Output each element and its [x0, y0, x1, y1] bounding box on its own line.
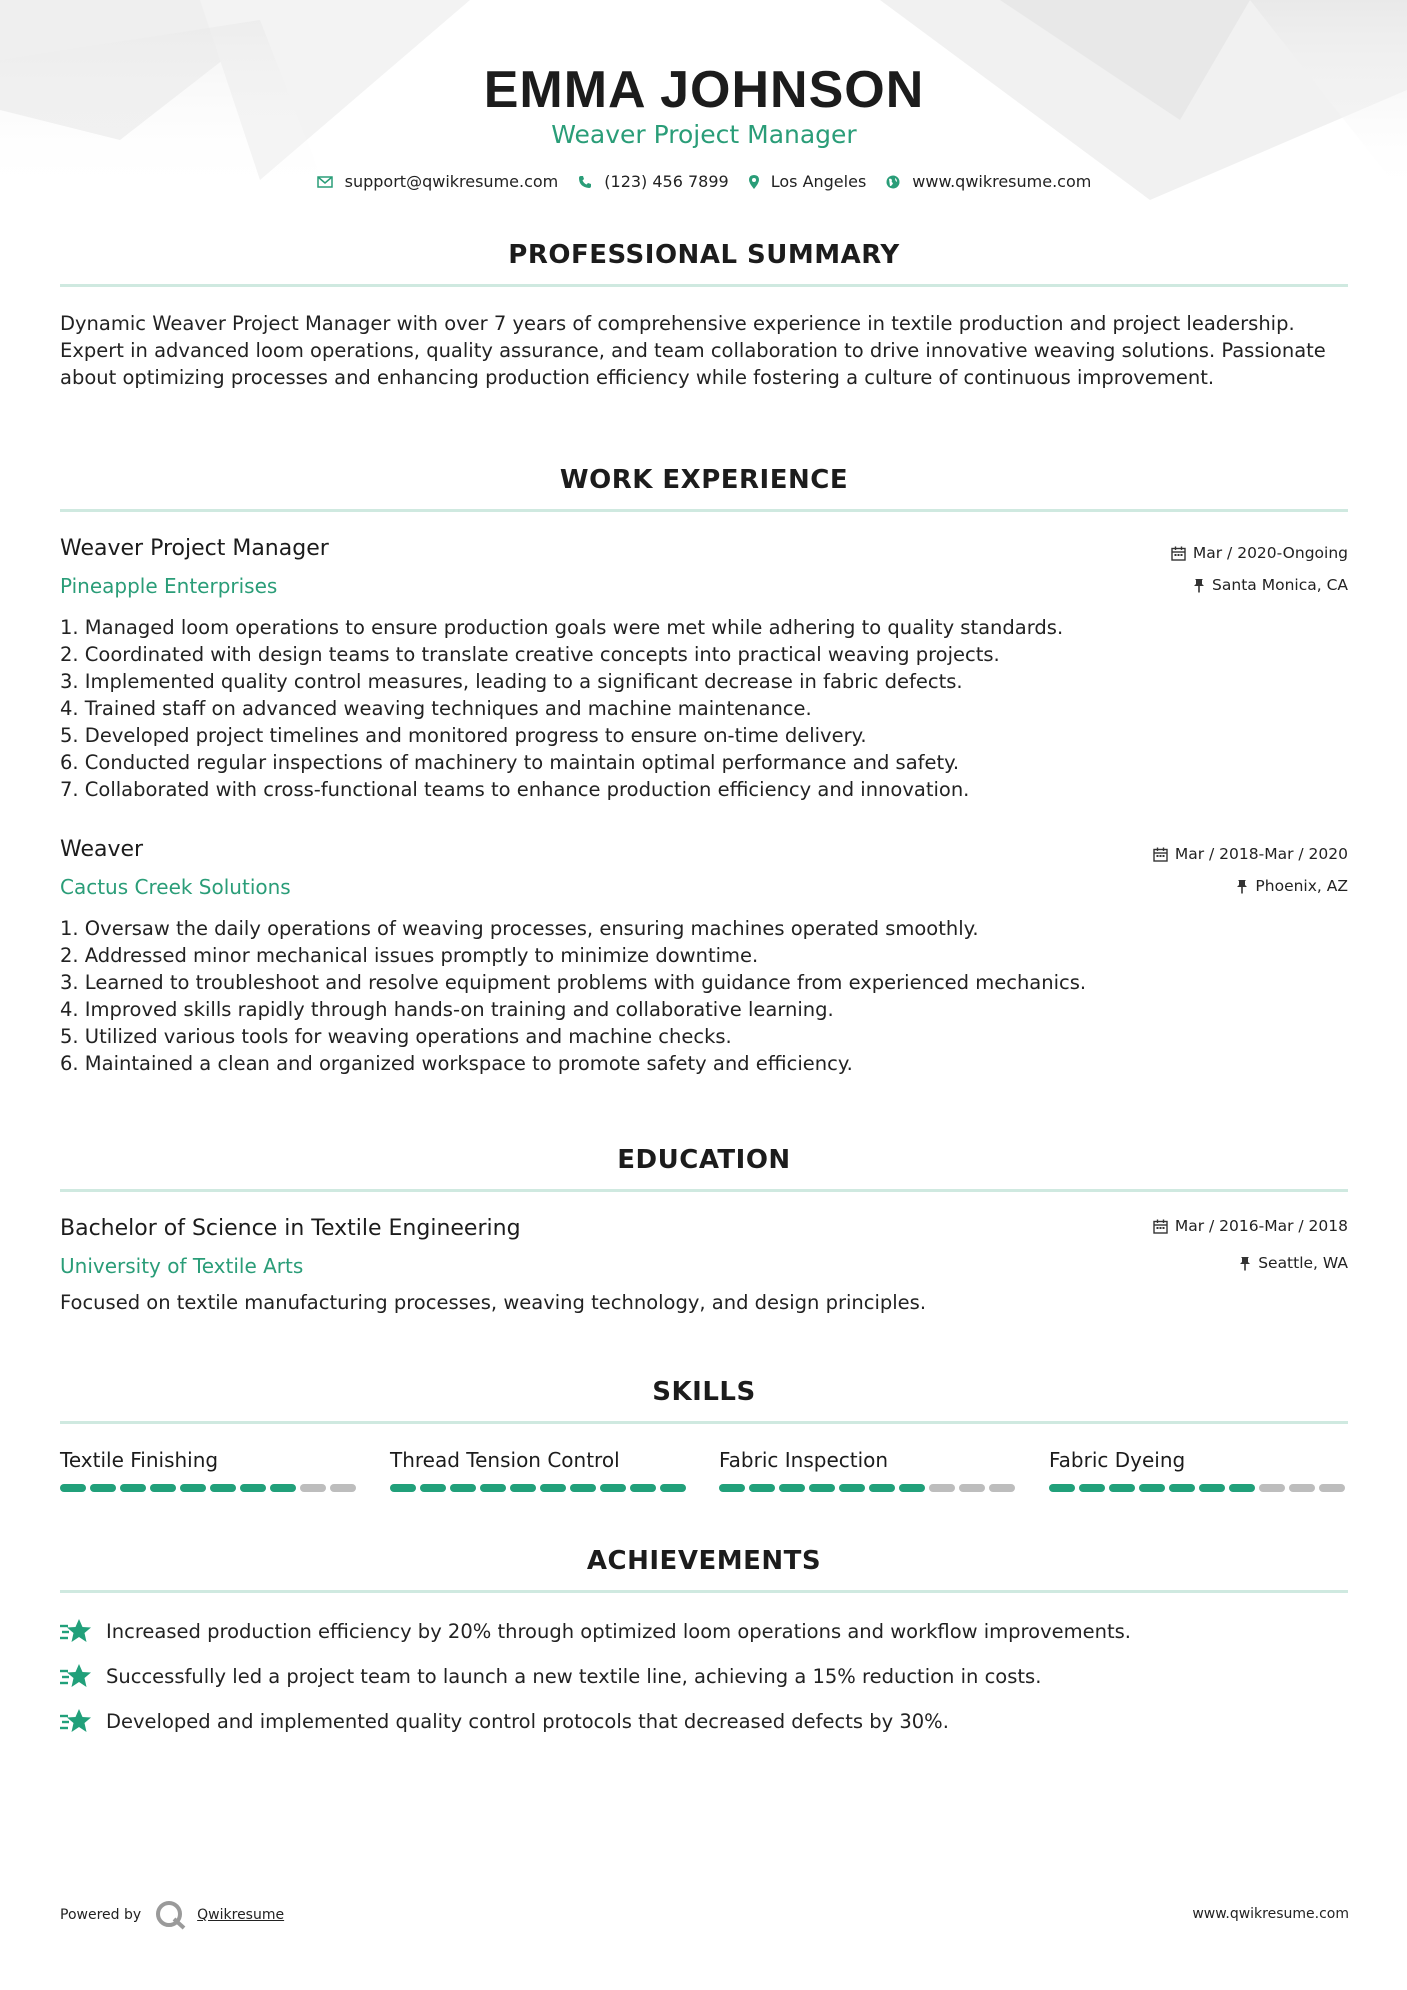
skills-heading: SKILLS	[652, 1377, 756, 1407]
skill-dot-filled	[869, 1484, 895, 1492]
job-location	[1236, 877, 1348, 895]
education-description: Focused on textile manufacturing processes, weaving technology, and design principles.	[60, 1291, 927, 1314]
achievements-divider	[60, 1590, 1348, 1593]
job-responsibilities	[60, 614, 1063, 803]
achievement-text: Developed and implemented quality control protocols that decreased defects by 30%.	[106, 1709, 949, 1733]
company-name: Cactus Creek Solutions	[60, 875, 291, 899]
skill-dot-filled	[390, 1484, 416, 1492]
candidate-title: Weaver Project Manager	[551, 120, 857, 149]
job-date	[1171, 544, 1348, 562]
skill-dot-filled	[240, 1484, 266, 1492]
footer-website[interactable]: www.qwikresume.com	[1192, 1906, 1349, 1922]
job-date-text: Mar / 2018-Mar / 2020	[1174, 845, 1348, 863]
degree-title: Bachelor of Science in Textile Engineering	[60, 1216, 521, 1241]
education-location-text: Seattle, WA	[1258, 1254, 1348, 1272]
calendar-icon	[1153, 1219, 1168, 1234]
achievement-item	[60, 1663, 1041, 1689]
globe-icon	[886, 175, 900, 189]
skill-dot-empty	[959, 1484, 985, 1492]
job-location-text: Phoenix, AZ	[1255, 877, 1348, 895]
skill-dot-filled	[719, 1484, 745, 1492]
summary-text: Dynamic Weaver Project Manager with over 7 years of comprehensive experience in textile production and project leadership. Expert in advanced loom operations, quality assurance, and team collaboration to drive innovative weaving solutions. Passionate about optimizing processes and enhancing production efficiency while fostering a culture of continuous improvement.	[60, 312, 1326, 389]
phone-text: (123) 456 7899	[604, 172, 729, 191]
skill-dot-filled	[60, 1484, 86, 1492]
job-date-text: Mar / 2020-Ongoing	[1192, 544, 1348, 562]
skill-dot-filled	[90, 1484, 116, 1492]
location-text: Los Angeles	[770, 172, 867, 191]
contact-bar	[60, 172, 1348, 191]
list-item: 5. Utilized various tools for weaving operations and machine checks.	[60, 1025, 732, 1048]
skill-dot-filled	[1169, 1484, 1195, 1492]
list-item: 7. Collaborated with cross-functional teams to enhance production efficiency and innovation.	[60, 778, 970, 801]
skill-dot-filled	[839, 1484, 865, 1492]
list-item: 3. Implemented quality control measures, leading to a significant decrease in fabric defects.	[60, 670, 963, 693]
shooting-star-icon	[60, 1663, 92, 1689]
pushpin-icon	[1193, 578, 1205, 593]
shooting-star-icon	[60, 1618, 92, 1644]
list-item: 6. Maintained a clean and organized workspace to promote safety and efficiency.	[60, 1052, 853, 1075]
education-divider	[60, 1189, 1348, 1192]
skill-dot-filled	[1079, 1484, 1105, 1492]
contact-email[interactable]	[317, 172, 559, 191]
education-date-text: Mar / 2016-Mar / 2018	[1174, 1217, 1348, 1235]
job-date	[1153, 845, 1348, 863]
achievement-item	[60, 1618, 1131, 1644]
achievement-text: Successfully led a project team to launch a new textile line, achieving a 15% reduction in costs.	[106, 1664, 1042, 1688]
pushpin-icon	[1239, 1256, 1251, 1271]
education-date	[1153, 1217, 1348, 1235]
skill-dot-empty	[989, 1484, 1015, 1492]
list-item: 5. Developed project timelines and monitored progress to ensure on-time delivery.	[60, 724, 867, 747]
contact-phone[interactable]	[578, 172, 728, 191]
website-text: www.qwikresume.com	[912, 172, 1092, 191]
skill-dot-filled	[779, 1484, 805, 1492]
skill-dot-filled	[1109, 1484, 1135, 1492]
qwikresume-logo-icon	[155, 1900, 187, 1930]
list-item: 3. Learned to troubleshoot and resolve equipment problems with guidance from experienced mechanics.	[60, 971, 1087, 994]
shooting-star-icon	[60, 1708, 92, 1734]
skill-dot-filled	[600, 1484, 626, 1492]
skill-rating	[390, 1484, 690, 1492]
skill-dot-filled	[1139, 1484, 1165, 1492]
list-item: 1. Managed loom operations to ensure production goals were met while adhering to quality standards.	[60, 616, 1064, 639]
skill-dot-filled	[510, 1484, 536, 1492]
contact-website[interactable]	[886, 172, 1091, 191]
education-location	[1239, 1254, 1348, 1272]
calendar-icon	[1153, 847, 1168, 862]
summary-divider	[60, 284, 1348, 287]
calendar-icon	[1171, 546, 1186, 561]
skill-rating	[1049, 1484, 1349, 1492]
skill-dot-filled	[150, 1484, 176, 1492]
skill-dot-filled	[180, 1484, 206, 1492]
envelope-icon	[317, 176, 333, 188]
education-heading: EDUCATION	[617, 1145, 791, 1175]
skill-dot-filled	[120, 1484, 146, 1492]
candidate-name: EMMA JOHNSON	[483, 61, 925, 119]
achievement-item	[60, 1708, 949, 1734]
skill-dot-filled	[749, 1484, 775, 1492]
skill-dot-filled	[1229, 1484, 1255, 1492]
skill-dot-filled	[420, 1484, 446, 1492]
job-location-text: Santa Monica, CA	[1212, 576, 1348, 594]
school-name: University of Textile Arts	[60, 1254, 304, 1278]
job-title: Weaver	[60, 837, 144, 862]
job-title: Weaver Project Manager	[60, 536, 329, 561]
skill-dot-filled	[540, 1484, 566, 1492]
list-item: 2. Addressed minor mechanical issues promptly to minimize downtime.	[60, 944, 759, 967]
phone-icon	[578, 175, 592, 189]
skill-name: Textile Finishing	[60, 1448, 219, 1472]
skill-dot-filled	[270, 1484, 296, 1492]
skill-item	[719, 1448, 1019, 1492]
job-responsibilities	[60, 915, 1086, 1077]
list-item: 4. Improved skills rapidly through hands-on training and collaborative learning.	[60, 998, 834, 1021]
skill-dot-empty	[1289, 1484, 1315, 1492]
list-item: 4. Trained staff on advanced weaving techniques and machine maintenance.	[60, 697, 812, 720]
list-item: 1. Oversaw the daily operations of weaving processes, ensuring machines operated smoothly.	[60, 917, 979, 940]
skill-name: Fabric Inspection	[719, 1448, 889, 1472]
skill-dot-filled	[210, 1484, 236, 1492]
skill-name: Thread Tension Control	[390, 1448, 620, 1472]
experience-divider	[60, 509, 1348, 512]
skill-dot-empty	[929, 1484, 955, 1492]
skill-dot-filled	[450, 1484, 476, 1492]
footer-powered-by	[60, 1900, 284, 1930]
email-text: support@qwikresume.com	[344, 172, 559, 191]
skill-rating	[60, 1484, 360, 1492]
skill-dot-filled	[1049, 1484, 1075, 1492]
skill-dot-empty	[1319, 1484, 1345, 1492]
skill-name: Fabric Dyeing	[1049, 1448, 1186, 1472]
skill-dot-filled	[630, 1484, 656, 1492]
skill-dot-filled	[480, 1484, 506, 1492]
map-pin-icon	[749, 175, 759, 189]
skills-divider	[60, 1421, 1348, 1424]
pushpin-icon	[1236, 879, 1248, 894]
job-location	[1193, 576, 1348, 594]
company-name: Pineapple Enterprises	[60, 574, 278, 598]
list-item: 6. Conducted regular inspections of machinery to maintain optimal performance and safety.	[60, 751, 960, 774]
summary-heading: PROFESSIONAL SUMMARY	[508, 240, 900, 270]
qwikresume-link[interactable]: Qwikresume	[197, 1907, 285, 1923]
skill-dot-empty	[300, 1484, 326, 1492]
skill-item	[390, 1448, 690, 1492]
skill-dot-empty	[330, 1484, 356, 1492]
skill-item	[1049, 1448, 1349, 1492]
skill-dot-empty	[1259, 1484, 1285, 1492]
experience-heading: WORK EXPERIENCE	[559, 465, 849, 495]
list-item: 2. Coordinated with design teams to translate creative concepts into practical weaving projects.	[60, 643, 1000, 666]
achievements-heading: ACHIEVEMENTS	[586, 1546, 822, 1576]
achievement-text: Increased production efficiency by 20% through optimized loom operations and workflow improvements.	[106, 1619, 1131, 1643]
skill-item	[60, 1448, 360, 1492]
contact-location	[749, 172, 867, 191]
skill-dot-filled	[660, 1484, 686, 1492]
skill-dot-filled	[809, 1484, 835, 1492]
skill-dot-filled	[899, 1484, 925, 1492]
powered-by-label: Powered by	[60, 1907, 142, 1923]
skill-dot-filled	[1199, 1484, 1225, 1492]
skill-dot-filled	[570, 1484, 596, 1492]
skill-rating	[719, 1484, 1019, 1492]
